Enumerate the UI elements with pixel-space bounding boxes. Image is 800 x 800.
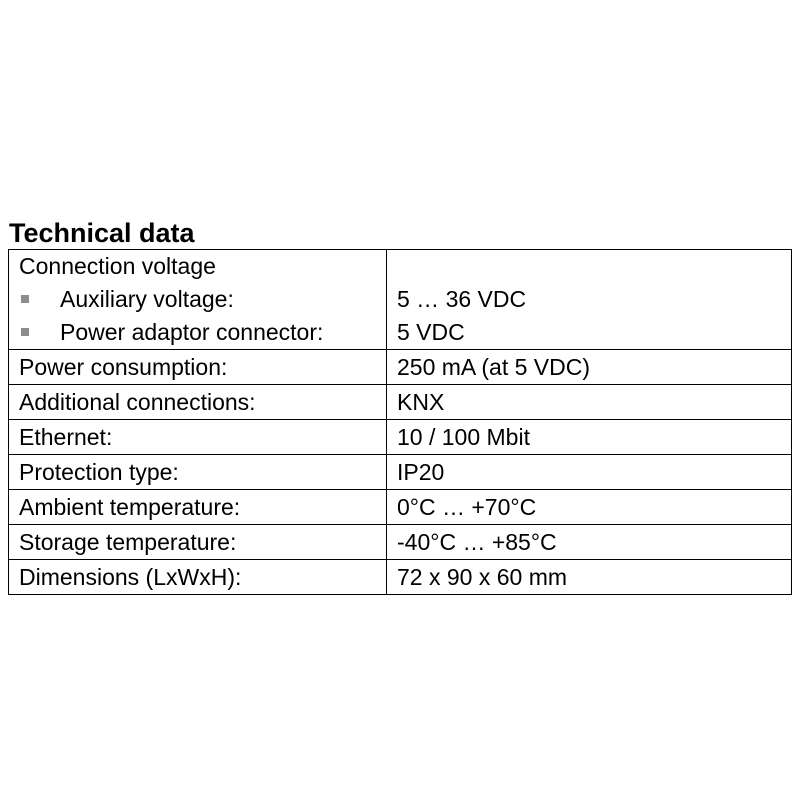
technical-data-table [8, 249, 792, 595]
table-row [9, 420, 792, 455]
row-value: 72 x 90 x 60 mm [387, 560, 792, 595]
square-bullet-icon [21, 295, 29, 303]
row-label: Ambient temperature: [9, 490, 387, 525]
row-label: Power consumption: [9, 350, 387, 385]
table-row [9, 385, 792, 420]
power-adaptor-label: Power adaptor connector: [60, 319, 324, 345]
section-title: Technical data [9, 218, 195, 248]
row-value: KNX [387, 385, 792, 420]
sub-item [19, 283, 386, 316]
auxiliary-voltage-value: 5 … 36 VDC [397, 286, 527, 312]
table-row [9, 250, 792, 350]
empty-line [397, 250, 791, 283]
table-row [9, 455, 792, 490]
row-value: 10 / 100 Mbit [387, 420, 792, 455]
auxiliary-voltage-label: Auxiliary voltage: [60, 286, 234, 312]
connection-voltage-label: Connection voltage [19, 253, 216, 279]
row-label: Storage temperature: [9, 525, 387, 560]
row-label: Dimensions (LxWxH): [9, 560, 387, 595]
row-label-cell [9, 250, 387, 350]
row-value: -40°C … +85°C [387, 525, 792, 560]
power-adaptor-value: 5 VDC [397, 319, 465, 345]
row-value: 250 mA (at 5 VDC) [387, 350, 792, 385]
row-value-cell [387, 250, 792, 350]
table-row [9, 560, 792, 595]
row-label: Protection type: [9, 455, 387, 490]
sub-item [19, 316, 386, 349]
row-value: 0°C … +70°C [387, 490, 792, 525]
row-label: Additional connections: [9, 385, 387, 420]
table-row [9, 350, 792, 385]
row-value: IP20 [387, 455, 792, 490]
row-label: Ethernet: [9, 420, 387, 455]
square-bullet-icon [21, 328, 29, 336]
table-row [9, 525, 792, 560]
table-row [9, 490, 792, 525]
